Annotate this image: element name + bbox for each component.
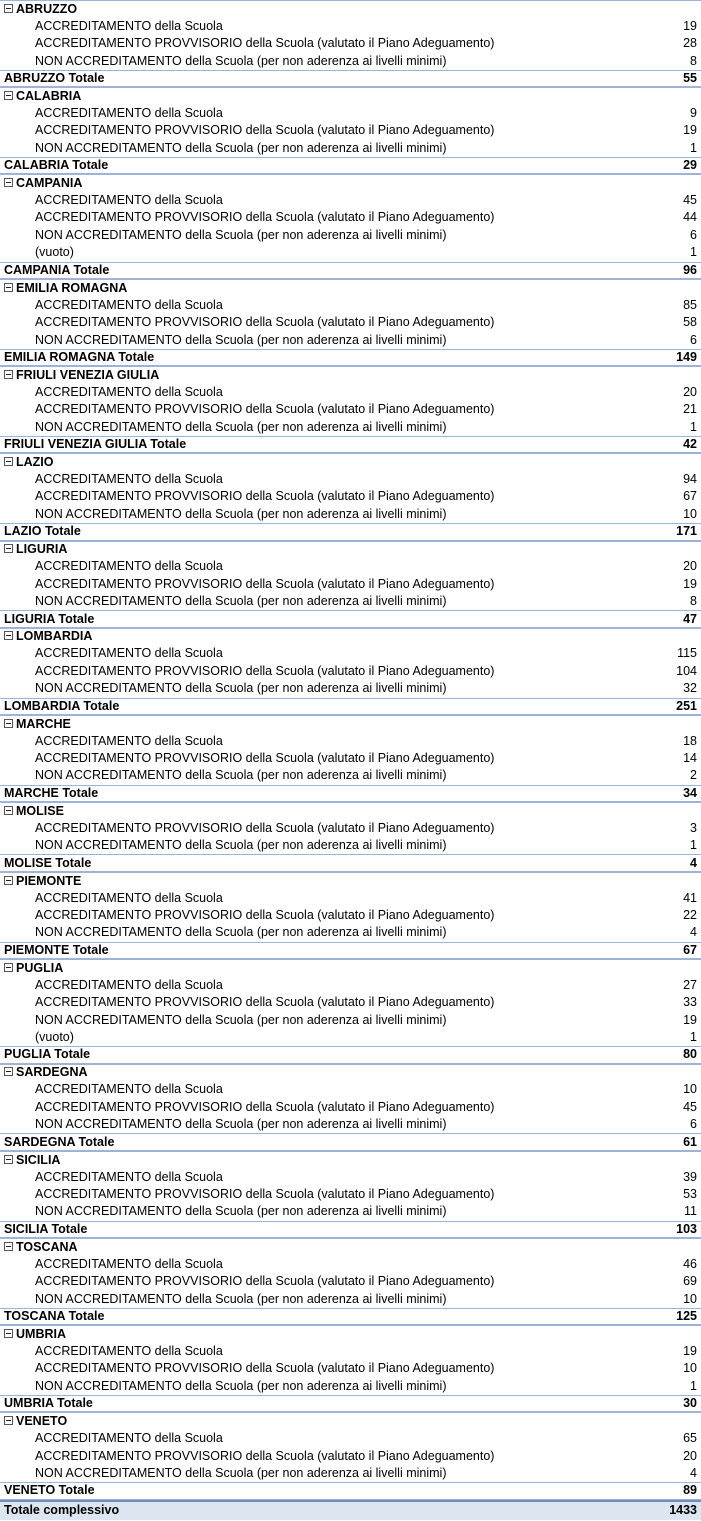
- count-value: 39: [683, 1169, 697, 1184]
- outcome-label: ACCREDITAMENTO della Scuola: [35, 646, 223, 661]
- table-row: [0, 1168, 701, 1185]
- outcome-label: ACCREDITAMENTO della Scuola: [35, 384, 223, 399]
- region-name: SARDEGNA: [16, 1065, 88, 1080]
- outcome-label: ACCREDITAMENTO PROVVISORIO della Scuola (valutato il Piano Adeguamento): [35, 36, 495, 51]
- region-total-row: [0, 1482, 701, 1499]
- region-total-label: LIGURIA Totale: [4, 611, 95, 626]
- outcome-label: ACCREDITAMENTO PROVVISORIO della Scuola (valutato il Piano Adeguamento): [35, 1186, 495, 1201]
- count-value: 19: [683, 1343, 697, 1358]
- outcome-label: (vuoto): [35, 1030, 74, 1045]
- region-name: LOMBARDIA: [16, 629, 93, 644]
- table-row: [0, 1081, 701, 1098]
- table-row: [0, 192, 701, 209]
- count-value: 20: [683, 559, 697, 574]
- collapse-toggle-icon[interactable]: [4, 457, 13, 466]
- outcome-label: NON ACCREDITAMENTO della Scuola (per non aderenza ai livelli minimi): [35, 53, 447, 68]
- count-value: 1: [690, 1030, 697, 1045]
- region-total-label: MOLISE Totale: [4, 855, 92, 870]
- region-name: TOSCANA: [16, 1239, 78, 1254]
- region-total-label: SICILIA Totale: [4, 1221, 88, 1236]
- region-total-row: [0, 1308, 701, 1325]
- outcome-label: NON ACCREDITAMENTO della Scuola (per non aderenza ai livelli minimi): [35, 1465, 447, 1480]
- region-total-label: EMILIA ROMAGNA Totale: [4, 349, 155, 364]
- count-value: 3: [690, 820, 697, 835]
- outcome-label: ACCREDITAMENTO della Scuola: [35, 297, 223, 312]
- outcome-label: NON ACCREDITAMENTO della Scuola (per non aderenza ai livelli minimi): [35, 594, 447, 609]
- count-value: 104: [676, 663, 697, 678]
- count-value: 2: [690, 768, 697, 783]
- table-row: [0, 35, 701, 52]
- count-value: 45: [683, 1099, 697, 1114]
- outcome-label: ACCREDITAMENTO della Scuola: [35, 1082, 223, 1097]
- region-total-value: 67: [683, 942, 697, 957]
- count-value: 6: [690, 1117, 697, 1132]
- table-row: [0, 1378, 701, 1395]
- region-name: LIGURIA: [16, 542, 68, 557]
- count-value: 33: [683, 995, 697, 1010]
- table-row: [0, 1430, 701, 1447]
- collapse-toggle-icon[interactable]: [4, 178, 13, 187]
- region-total-row: [0, 436, 701, 453]
- table-row: [0, 1029, 701, 1046]
- table-row: [0, 1360, 701, 1377]
- table-row: [0, 227, 701, 244]
- region-total-label: PUGLIA Totale: [4, 1047, 91, 1062]
- collapse-toggle-icon[interactable]: [4, 370, 13, 379]
- table-row: [0, 1465, 701, 1482]
- table-row: [0, 384, 701, 401]
- region-total-value: 4: [690, 855, 697, 870]
- outcome-label: ACCREDITAMENTO PROVVISORIO della Scuola (valutato il Piano Adeguamento): [35, 402, 495, 417]
- region-total-label: UMBRIA Totale: [4, 1396, 93, 1411]
- outcome-label: NON ACCREDITAMENTO della Scuola (per non aderenza ai livelli minimi): [35, 1378, 447, 1393]
- region-total-value: 89: [683, 1483, 697, 1498]
- count-value: 4: [690, 1465, 697, 1480]
- region-total-value: 96: [683, 262, 697, 277]
- region-header-row: [0, 1412, 701, 1429]
- region-name: MOLISE: [16, 803, 64, 818]
- region-total-label: FRIULI VENEZIA GIULIA Totale: [4, 437, 187, 452]
- outcome-label: ACCREDITAMENTO della Scuola: [35, 977, 223, 992]
- table-row: [0, 471, 701, 488]
- count-value: 11: [684, 1204, 697, 1219]
- collapse-toggle-icon[interactable]: [4, 963, 13, 972]
- collapse-toggle-icon[interactable]: [4, 1329, 13, 1338]
- region-name: ABRUZZO: [16, 1, 78, 16]
- region-header-row: [0, 279, 701, 296]
- outcome-label: ACCREDITAMENTO della Scuola: [35, 18, 223, 33]
- region-total-value: 34: [683, 785, 697, 800]
- region-name: UMBRIA: [16, 1326, 66, 1341]
- count-value: 20: [683, 1448, 697, 1463]
- region-header-row: [0, 366, 701, 383]
- region-total-row: [0, 349, 701, 366]
- outcome-label: ACCREDITAMENTO della Scuola: [35, 733, 223, 748]
- outcome-label: ACCREDITAMENTO della Scuola: [35, 193, 223, 208]
- region-total-row: [0, 262, 701, 279]
- region-total-label: LOMBARDIA Totale: [4, 698, 120, 713]
- outcome-label: ACCREDITAMENTO PROVVISORIO della Scuola (valutato il Piano Adeguamento): [35, 995, 495, 1010]
- count-value: 67: [683, 489, 697, 504]
- table-row: [0, 732, 701, 749]
- collapse-toggle-icon[interactable]: [4, 1155, 13, 1164]
- table-row: [0, 1116, 701, 1133]
- table-row: [0, 331, 701, 348]
- count-value: 41: [683, 890, 697, 905]
- region-header-row: [0, 87, 701, 104]
- count-value: 1: [690, 245, 697, 260]
- table-row: [0, 558, 701, 575]
- table-row: [0, 1273, 701, 1290]
- count-value: 46: [683, 1256, 697, 1271]
- outcome-label: ACCREDITAMENTO della Scuola: [35, 1169, 223, 1184]
- outcome-label: NON ACCREDITAMENTO della Scuola (per non aderenza ai livelli minimi): [35, 925, 447, 940]
- collapse-toggle-icon[interactable]: [4, 1242, 13, 1251]
- region-total-row: [0, 1046, 701, 1063]
- table-row: [0, 1290, 701, 1307]
- table-row: [0, 750, 701, 767]
- region-total-value: 47: [683, 611, 697, 626]
- table-row: [0, 820, 701, 837]
- count-value: 10: [683, 1082, 697, 1097]
- count-value: 19: [683, 123, 697, 138]
- region-total-value: 251: [676, 698, 697, 713]
- outcome-label: (vuoto): [35, 245, 74, 260]
- outcome-label: ACCREDITAMENTO della Scuola: [35, 472, 223, 487]
- table-row: [0, 680, 701, 697]
- count-value: 1: [690, 1378, 697, 1393]
- outcome-label: NON ACCREDITAMENTO della Scuola (per non aderenza ai livelli minimi): [35, 1204, 447, 1219]
- table-row: [0, 17, 701, 34]
- table-row: [0, 837, 701, 854]
- region-header-row: [0, 628, 701, 645]
- count-value: 115: [677, 646, 697, 661]
- count-value: 1: [690, 419, 697, 434]
- count-value: 1: [690, 838, 697, 853]
- collapse-toggle-icon[interactable]: [4, 283, 13, 292]
- collapse-toggle-icon[interactable]: [4, 1416, 13, 1425]
- region-total-row: [0, 70, 701, 87]
- table-row: [0, 401, 701, 418]
- count-value: 65: [683, 1431, 697, 1446]
- region-header-row: [0, 174, 701, 191]
- region-name: MARCHE: [16, 716, 71, 731]
- region-total-label: TOSCANA Totale: [4, 1309, 105, 1324]
- collapse-toggle-icon[interactable]: [4, 806, 13, 815]
- region-header-row: [0, 872, 701, 889]
- outcome-label: ACCREDITAMENTO PROVVISORIO della Scuola (valutato il Piano Adeguamento): [35, 820, 495, 835]
- region-name: SICILIA: [16, 1152, 61, 1167]
- outcome-label: NON ACCREDITAMENTO della Scuola (per non aderenza ai livelli minimi): [35, 419, 447, 434]
- grand-total-row: [0, 1500, 701, 1520]
- count-value: 10: [683, 506, 697, 521]
- collapse-toggle-icon[interactable]: [4, 1067, 13, 1076]
- table-row: [0, 52, 701, 69]
- count-value: 45: [683, 193, 697, 208]
- count-value: 1: [690, 140, 697, 155]
- outcome-label: ACCREDITAMENTO PROVVISORIO della Scuola (valutato il Piano Adeguamento): [35, 489, 495, 504]
- count-value: 8: [690, 53, 697, 68]
- outcome-label: ACCREDITAMENTO della Scuola: [35, 1256, 223, 1271]
- outcome-label: ACCREDITAMENTO PROVVISORIO della Scuola (valutato il Piano Adeguamento): [35, 1448, 495, 1463]
- outcome-label: ACCREDITAMENTO della Scuola: [35, 1343, 223, 1358]
- count-value: 18: [683, 733, 697, 748]
- count-value: 14: [683, 751, 697, 766]
- count-value: 27: [683, 977, 697, 992]
- region-total-label: LAZIO Totale: [4, 524, 81, 539]
- table-row: [0, 296, 701, 313]
- count-value: 28: [683, 36, 697, 51]
- count-value: 32: [683, 681, 697, 696]
- collapse-toggle-icon[interactable]: [4, 91, 13, 100]
- outcome-label: NON ACCREDITAMENTO della Scuola (per non aderenza ai livelli minimi): [35, 506, 447, 521]
- collapse-toggle-icon[interactable]: [4, 876, 13, 885]
- outcome-label: ACCREDITAMENTO PROVVISORIO della Scuola (valutato il Piano Adeguamento): [35, 663, 495, 678]
- count-value: 58: [683, 315, 697, 330]
- outcome-label: ACCREDITAMENTO PROVVISORIO della Scuola (valutato il Piano Adeguamento): [35, 576, 495, 591]
- region-total-value: 30: [683, 1396, 697, 1411]
- region-name: VENETO: [16, 1414, 68, 1429]
- table-row: [0, 889, 701, 906]
- table-row: [0, 1011, 701, 1028]
- grand-total-label: Totale complessivo: [4, 1503, 120, 1518]
- region-total-label: VENETO Totale: [4, 1483, 95, 1498]
- outcome-label: NON ACCREDITAMENTO della Scuola (per non aderenza ai livelli minimi): [35, 1117, 447, 1132]
- collapse-toggle-icon[interactable]: [4, 4, 13, 13]
- region-header-row: [0, 541, 701, 558]
- outcome-label: ACCREDITAMENTO PROVVISORIO della Scuola (valutato il Piano Adeguamento): [35, 1099, 495, 1114]
- grand-total-value: 1433: [669, 1503, 697, 1518]
- region-total-label: ABRUZZO Totale: [4, 70, 105, 85]
- count-value: 8: [690, 594, 697, 609]
- count-value: 9: [690, 105, 697, 120]
- table-row: [0, 1203, 701, 1220]
- region-total-label: SARDEGNA Totale: [4, 1134, 115, 1149]
- table-row: [0, 645, 701, 662]
- table-row: [0, 994, 701, 1011]
- count-value: 22: [683, 907, 697, 922]
- table-row: [0, 663, 701, 680]
- outcome-label: ACCREDITAMENTO PROVVISORIO della Scuola (valutato il Piano Adeguamento): [35, 907, 495, 922]
- region-name: CAMPANIA: [16, 176, 83, 191]
- table-row: [0, 593, 701, 610]
- region-name: PIEMONTE: [16, 873, 82, 888]
- region-total-row: [0, 785, 701, 802]
- table-row: [0, 1186, 701, 1203]
- collapse-toggle-icon[interactable]: [4, 631, 13, 640]
- collapse-toggle-icon[interactable]: [4, 719, 13, 728]
- outcome-label: NON ACCREDITAMENTO della Scuola (per non aderenza ai livelli minimi): [35, 768, 447, 783]
- table-row: [0, 977, 701, 994]
- region-header-row: [0, 1325, 701, 1342]
- region-name: CALABRIA: [16, 88, 82, 103]
- region-total-row: [0, 854, 701, 871]
- outcome-label: NON ACCREDITAMENTO della Scuola (per non aderenza ai livelli minimi): [35, 1012, 447, 1027]
- region-total-row: [0, 523, 701, 540]
- region-header-row: [0, 0, 701, 17]
- region-total-label: MARCHE Totale: [4, 785, 99, 800]
- count-value: 19: [683, 1012, 697, 1027]
- region-total-label: PIEMONTE Totale: [4, 942, 109, 957]
- region-total-value: 80: [683, 1047, 697, 1062]
- count-value: 69: [683, 1274, 697, 1289]
- outcome-label: ACCREDITAMENTO PROVVISORIO della Scuola (valutato il Piano Adeguamento): [35, 1361, 495, 1376]
- outcome-label: ACCREDITAMENTO PROVVISORIO della Scuola (valutato il Piano Adeguamento): [35, 751, 495, 766]
- region-total-value: 125: [676, 1309, 697, 1324]
- region-total-value: 103: [676, 1221, 697, 1236]
- region-header-row: [0, 1064, 701, 1081]
- count-value: 19: [683, 576, 697, 591]
- outcome-label: ACCREDITAMENTO della Scuola: [35, 1431, 223, 1446]
- region-header-row: [0, 453, 701, 470]
- table-row: [0, 244, 701, 261]
- region-total-row: [0, 1395, 701, 1412]
- count-value: 53: [683, 1186, 697, 1201]
- region-total-value: 171: [676, 524, 697, 539]
- outcome-label: NON ACCREDITAMENTO della Scuola (per non aderenza ai livelli minimi): [35, 332, 447, 347]
- outcome-label: NON ACCREDITAMENTO della Scuola (per non aderenza ai livelli minimi): [35, 227, 447, 242]
- region-total-row: [0, 157, 701, 174]
- outcome-label: ACCREDITAMENTO della Scuola: [35, 559, 223, 574]
- table-row: [0, 1447, 701, 1464]
- region-total-row: [0, 610, 701, 627]
- table-row: [0, 419, 701, 436]
- table-row: [0, 575, 701, 592]
- region-name: EMILIA ROMAGNA: [16, 280, 128, 295]
- table-row: [0, 209, 701, 226]
- table-row: [0, 488, 701, 505]
- outcome-label: ACCREDITAMENTO della Scuola: [35, 105, 223, 120]
- count-value: 20: [683, 384, 697, 399]
- table-row: [0, 924, 701, 941]
- count-value: 4: [690, 925, 697, 940]
- count-value: 44: [683, 210, 697, 225]
- count-value: 10: [683, 1291, 697, 1306]
- region-name: LAZIO: [16, 455, 54, 470]
- region-total-row: [0, 1221, 701, 1238]
- table-row: [0, 506, 701, 523]
- outcome-label: NON ACCREDITAMENTO della Scuola (per non aderenza ai livelli minimi): [35, 1291, 447, 1306]
- outcome-label: ACCREDITAMENTO PROVVISORIO della Scuola (valutato il Piano Adeguamento): [35, 1274, 495, 1289]
- region-name: FRIULI VENEZIA GIULIA: [16, 367, 160, 382]
- count-value: 6: [690, 227, 697, 242]
- count-value: 94: [683, 472, 697, 487]
- region-header-row: [0, 959, 701, 976]
- table-row: [0, 140, 701, 157]
- region-total-row: [0, 1133, 701, 1150]
- table-row: [0, 105, 701, 122]
- region-header-row: [0, 1238, 701, 1255]
- count-value: 21: [683, 402, 697, 417]
- region-total-value: 149: [676, 349, 697, 364]
- table-row: [0, 314, 701, 331]
- region-name: PUGLIA: [16, 960, 64, 975]
- count-value: 10: [683, 1361, 697, 1376]
- table-row: [0, 767, 701, 784]
- collapse-toggle-icon[interactable]: [4, 544, 13, 553]
- outcome-label: NON ACCREDITAMENTO della Scuola (per non aderenza ai livelli minimi): [35, 681, 447, 696]
- outcome-label: ACCREDITAMENTO PROVVISORIO della Scuola (valutato il Piano Adeguamento): [35, 123, 495, 138]
- region-total-value: 55: [683, 70, 697, 85]
- region-header-row: [0, 1151, 701, 1168]
- region-total-label: CALABRIA Totale: [4, 158, 109, 173]
- outcome-label: ACCREDITAMENTO della Scuola: [35, 890, 223, 905]
- region-total-label: CAMPANIA Totale: [4, 262, 110, 277]
- count-value: 85: [683, 297, 697, 312]
- outcome-label: ACCREDITAMENTO PROVVISORIO della Scuola (valutato il Piano Adeguamento): [35, 210, 495, 225]
- table-row: [0, 1099, 701, 1116]
- table-row: [0, 1256, 701, 1273]
- region-header-row: [0, 802, 701, 819]
- region-total-value: 61: [683, 1134, 697, 1149]
- table-row: [0, 122, 701, 139]
- table-row: [0, 1343, 701, 1360]
- outcome-label: NON ACCREDITAMENTO della Scuola (per non aderenza ai livelli minimi): [35, 838, 447, 853]
- count-value: 6: [690, 332, 697, 347]
- region-total-value: 29: [683, 158, 697, 173]
- outcome-label: NON ACCREDITAMENTO della Scuola (per non aderenza ai livelli minimi): [35, 140, 447, 155]
- table-row: [0, 907, 701, 924]
- region-total-row: [0, 698, 701, 715]
- outcome-label: ACCREDITAMENTO PROVVISORIO della Scuola (valutato il Piano Adeguamento): [35, 315, 495, 330]
- region-header-row: [0, 715, 701, 732]
- region-total-value: 42: [683, 437, 697, 452]
- count-value: 19: [683, 18, 697, 33]
- region-total-row: [0, 942, 701, 959]
